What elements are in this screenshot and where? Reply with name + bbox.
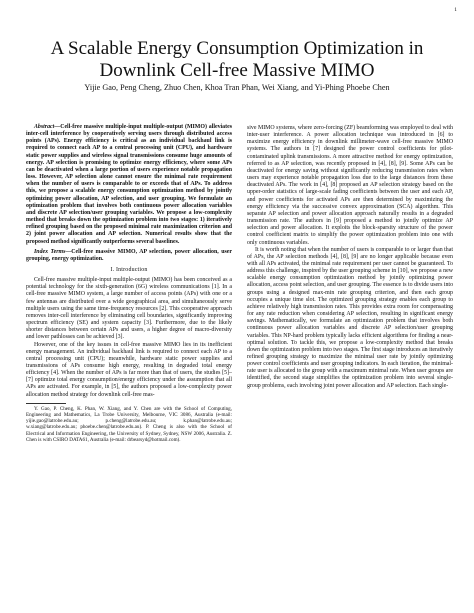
index-terms-lead: Index Terms xyxy=(34,248,66,255)
intro-paragraph-3: sive MIMO systems, where zero-forcing (ZF) beamforming was employed to deal with inter-user interference. A power allocation technique was introduced in [6] to maximize energy efficiency in downlink millimeter-wave cell-free massive MIMO systems. The authors in [7] designed the power control coefficients for pilot-contaminated uplink transmissions. A more attractive method for energy optimization, referred to as AP selection, was recently proposed in [4], [8], [9]. Some APs can be deactivated for energy saving without significantly reducing transmission rates when users may experience notable propagation loss due to the large distances from these deactivated APs. The work in [4], [8] proposed an AP selection strategy based on the upper-order statistics of large-scale fading coefficients between the user and each AP, and power coefficients for activated APs are then determined by maximizing the energy efficiency via the successive convex approximation (SCA) algorithm. This separate AP selection and power allocation approach naturally results in a degraded transmission rate. The authors in [9] proposed a method to jointly optimize AP selection and power allocation. It exploits the block-sparsity structure of the power control coefficient matrix to simplify the power optimization problem into one with only continuous variables. xyxy=(247,125,453,246)
intro-paragraph-1: Cell-free massive multiple-input multiple-output (MIMO) has been conceived as a potential technology for the sixth-generation (6G) wireless communications [1]. In a cell-free massive MIMO system, a large number of access points (APs) with one or a few antennas are distributed over a wide geographical area, and simultaneously serve multiple users using the same time-frequency resources [2]. This cooperative approach removes inter-cell interference by eliminating cell boundaries, significantly improving spectrum efficiency (SE) and system capacity [3]. Furthermore, due to the likely shorter distances between certain APs and users, a higher degree of macro-diversity and lower pathlosses can be achieved [3]. xyxy=(26,277,232,341)
abstract-lead: Abstract xyxy=(34,124,55,130)
abstract-text: —Cell-free massive multiple-input multiple-output (MIMO) alleviates inter-cell interference by cooperatively serving users through distributed access points (APs). Energy efficiency is critical as an individual backhaul link is required to connect each AP to a central processing unit (CPU), and hardware static power supplies and wireless signal transmissions consume huge amounts of energy. AP selection is promising to optimize energy efficiency, where some APs can be deactivated when a large portion of users experience notable propagation loss. However, AP selection alone cannot ensure the minimal rate requirement when the number of users is comparable to or exceeds that of APs. To address this, we propose a scalable energy consumption optimization method by jointly optimizing power allocation, AP selection, and user grouping. We formulate an optimization problem that involves both continuous power allocation variables and discrete AP selection/user grouping variables. We propose a low-complexity method that breaks down the optimization problem into two stages: 1) iteratively refined grouping based on the proposed minimal rate maximization criterion and 2) joint power allocation and AP selection. Numerical results show that the proposed method significantly outperforms several baselines. xyxy=(26,124,232,245)
paper-title: A Scalable Energy Consumption Optimization in Downlink Cell-free Massive MIMO xyxy=(50,38,424,81)
index-terms-text: —Cell-free massive MIMO, AP selection, power allocation, user grouping, energy optimization. xyxy=(26,248,233,262)
right-column xyxy=(247,125,453,390)
paper-authors: Yijie Gao, Peng Cheng, Zhuo Chen, Khoa Tran Phan, Wei Xiang, and Yi-Phing Phoebe Chen xyxy=(84,83,390,92)
intro-paragraph-4: It is worth noting that when the number of users is comparable to or larger than that of APs, the AP selection methods [4], [8], [9] are no longer applicable because even with all APs activated, the minimal rate requirement per user cannot be guaranteed. To address this challenge, inspired by the user grouping scheme in [10], we propose a new scalable energy consumption optimization method by jointly optimizing power allocation, access point selection, and user grouping. The essence is to divide users into groups using a designed max-min rate grouping criterion, and then each group occupies a unique time slot. The optimized grouping strategy enables each group to achieve relatively high transmission rates. This provides extra room for compensating for any rate reduction when considering AP selection, resulting in significant energy savings. Mathematically, we formulate an optimization problem that involves both continuous power allocation variables and discrete AP selection/user grouping variables. This NP-hard problem typically lacks efficient algorithms for finding a near-optimal solution. To tackle this, we propose a low-complexity method that breaks down the optimization problem into two stages. The first stage introduces an iteratively refined grouping strategy to maximize the minimal user rate by jointly optimizing power control coefficients and user grouping indicators. In each iteration, the minimal-rate user is allocated to the group with a maximum minimal rate. When user groups are identified, the second stage simplifies the optimization problem into several single-group problems, each involving joint power allocation and AP selection. Each single- xyxy=(247,246,454,389)
index-terms xyxy=(26,249,232,263)
intro-paragraph-2: However, one of the key issues in cell-free massive MIMO lies in its inefficient energy management. An individual backhaul link is required to connect each AP to a central processing unit (CPU); meanwhile, hardware static power supplies and transmissions of APs consume high energy, resulting in degraded total energy efficiency [4]. When the number of APs is far more than that of users, the studies [5]–[7] optimize total energy consumption/energy efficiency under the assumption that all APs are activated. For example, in [5], the authors proposed a low-complexity power allocation method strategy for downlink cell-free mas- xyxy=(26,341,232,398)
page-number: 1 xyxy=(454,7,457,13)
abstract xyxy=(26,124,232,246)
author-footnote: Y. Gao, P. Cheng, K. Phan, W. Xiang, and Y. Chen are with the School of Computing, Engineering and Mathematics, La Trobe University, Melbourne, VIC 3086, Australia (e-mail: yijie.gao@latrobe.edu.au; p.cheng@latrobe.edu.au; k.phan@latrobe.edu.au; w.xiang@latrobe.edu.au; phoebe.chen@latrobe.edu.au). P. Cheng is also with the School of Electrical and Information Engineering, the University of Sydney, Sydney, NSW 2006, Australia. Z. Chen is with CSIRO DATA61, Australia (e-mail: drbearsyd@hotmail.com). xyxy=(26,405,232,443)
left-column xyxy=(26,124,232,443)
section-heading-introduction: I. Introduction xyxy=(110,266,148,273)
footnote-divider xyxy=(26,403,66,404)
